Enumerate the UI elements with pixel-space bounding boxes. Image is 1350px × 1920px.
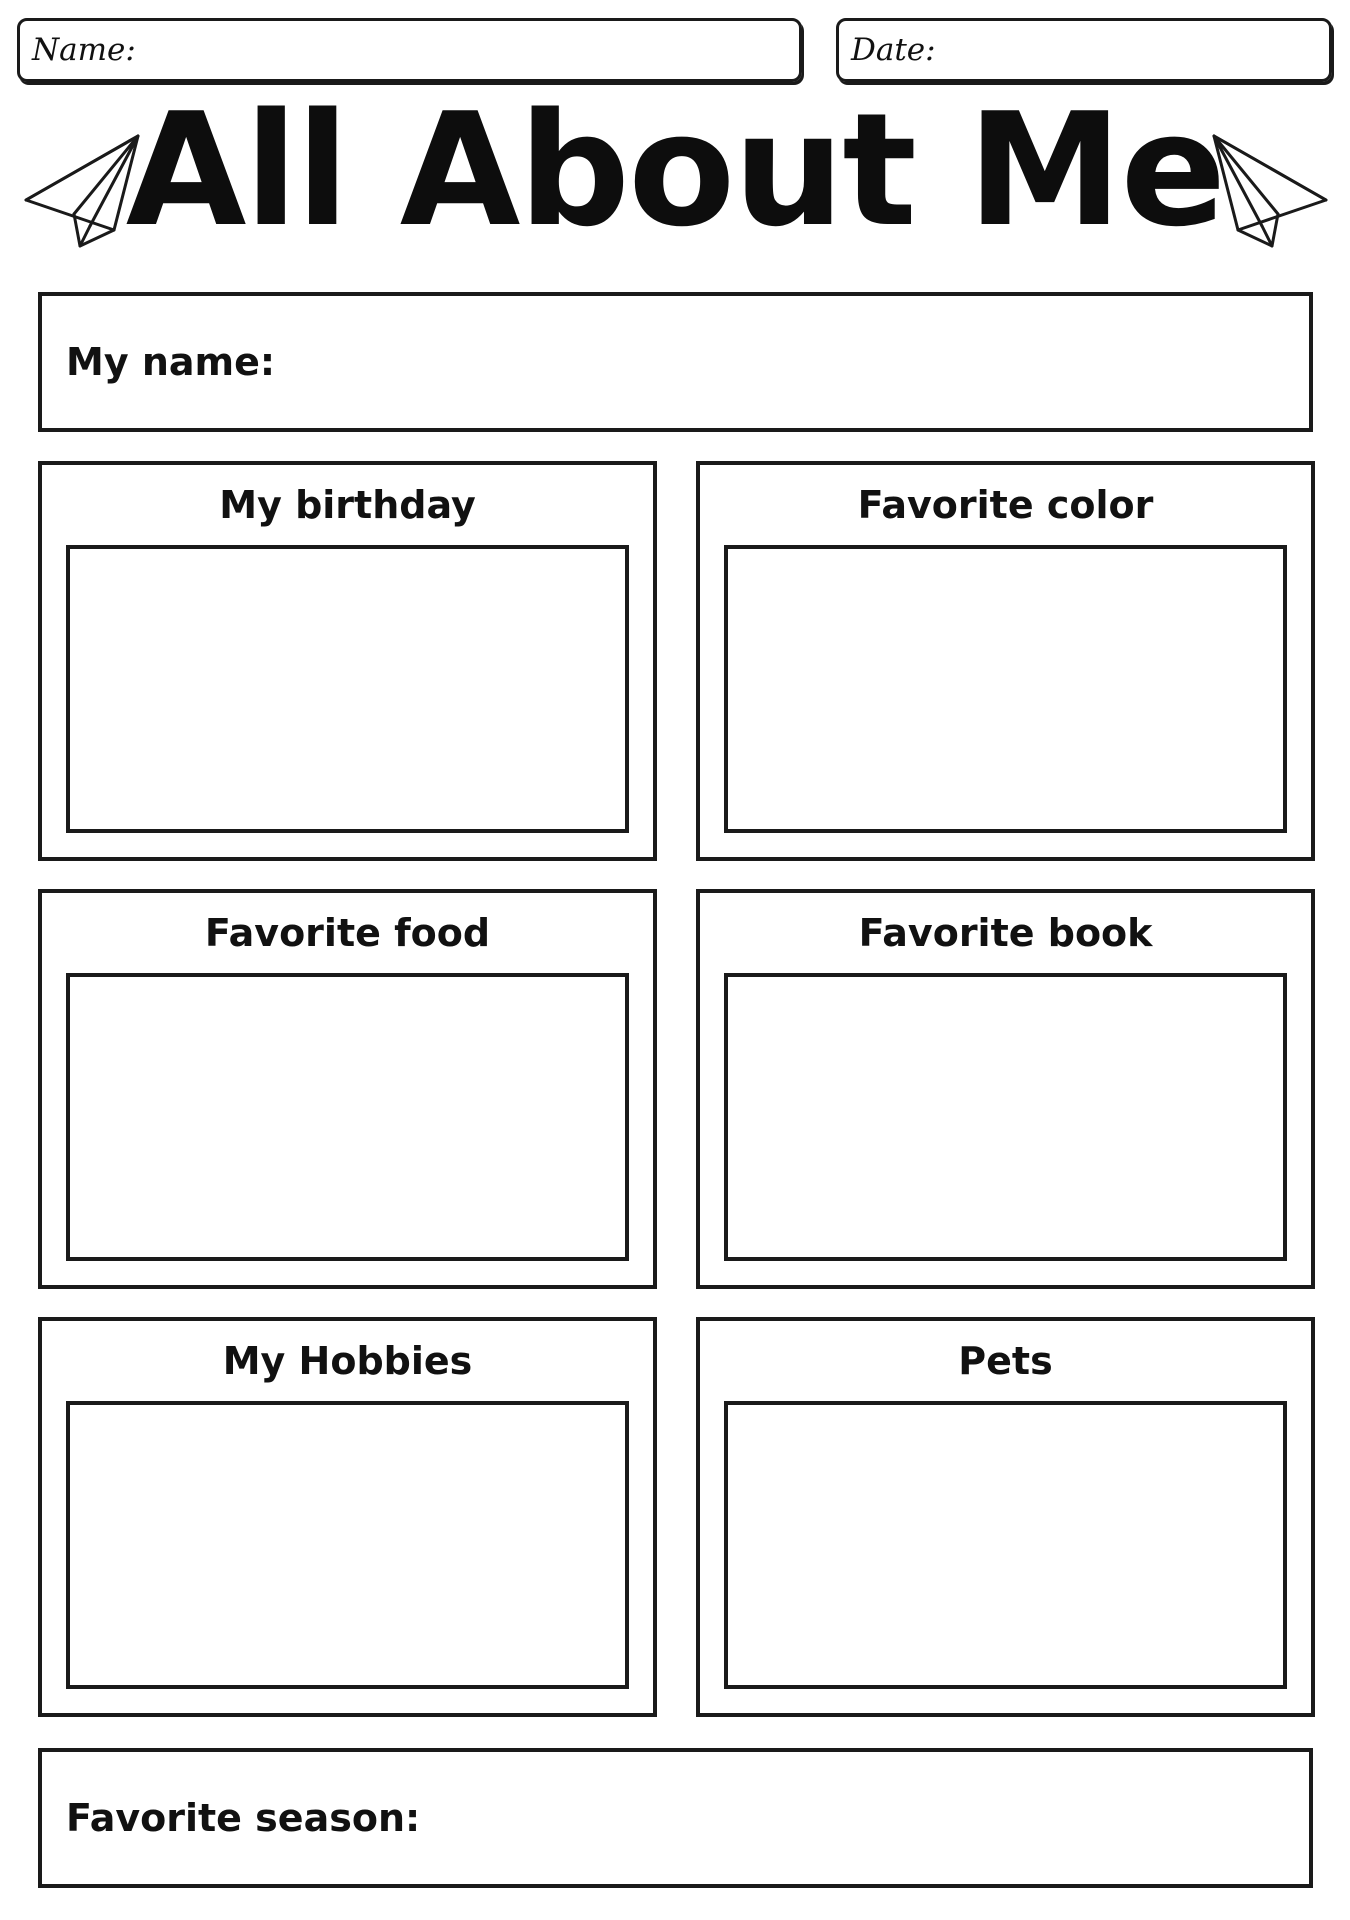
card-label: Favorite book <box>858 911 1153 955</box>
card-label: Favorite food <box>204 911 491 955</box>
card-my-hobbies <box>38 1317 657 1717</box>
card-favorite-book <box>696 889 1315 1289</box>
favorite-season-field[interactable] <box>38 1748 1313 1888</box>
card-label: Pets <box>958 1339 1053 1383</box>
card-pets <box>696 1317 1315 1717</box>
paper-plane-icon <box>1210 130 1330 250</box>
card-favorite-food <box>38 889 657 1289</box>
my-name-label: My name: <box>66 340 276 384</box>
card-label: My Hobbies <box>222 1339 473 1383</box>
answer-box-pets[interactable] <box>724 1401 1287 1689</box>
name-field-label: Name: <box>32 32 136 68</box>
favorite-season-label: Favorite season: <box>66 1796 421 1840</box>
date-field-label: Date: <box>851 32 936 68</box>
card-my-birthday <box>38 461 657 861</box>
date-field[interactable] <box>836 18 1332 82</box>
paper-plane-icon <box>22 130 142 250</box>
page-title: All About Me <box>125 78 1225 261</box>
answer-box-favorite-book[interactable] <box>724 973 1287 1261</box>
answer-box-my-hobbies[interactable] <box>66 1401 629 1689</box>
answer-box-my-birthday[interactable] <box>66 545 629 833</box>
card-label: Favorite color <box>857 483 1154 527</box>
card-favorite-color <box>696 461 1315 861</box>
answer-box-favorite-food[interactable] <box>66 973 629 1261</box>
answer-box-favorite-color[interactable] <box>724 545 1287 833</box>
my-name-field[interactable] <box>38 292 1313 432</box>
card-label: My birthday <box>219 483 476 527</box>
name-field[interactable] <box>17 18 802 82</box>
